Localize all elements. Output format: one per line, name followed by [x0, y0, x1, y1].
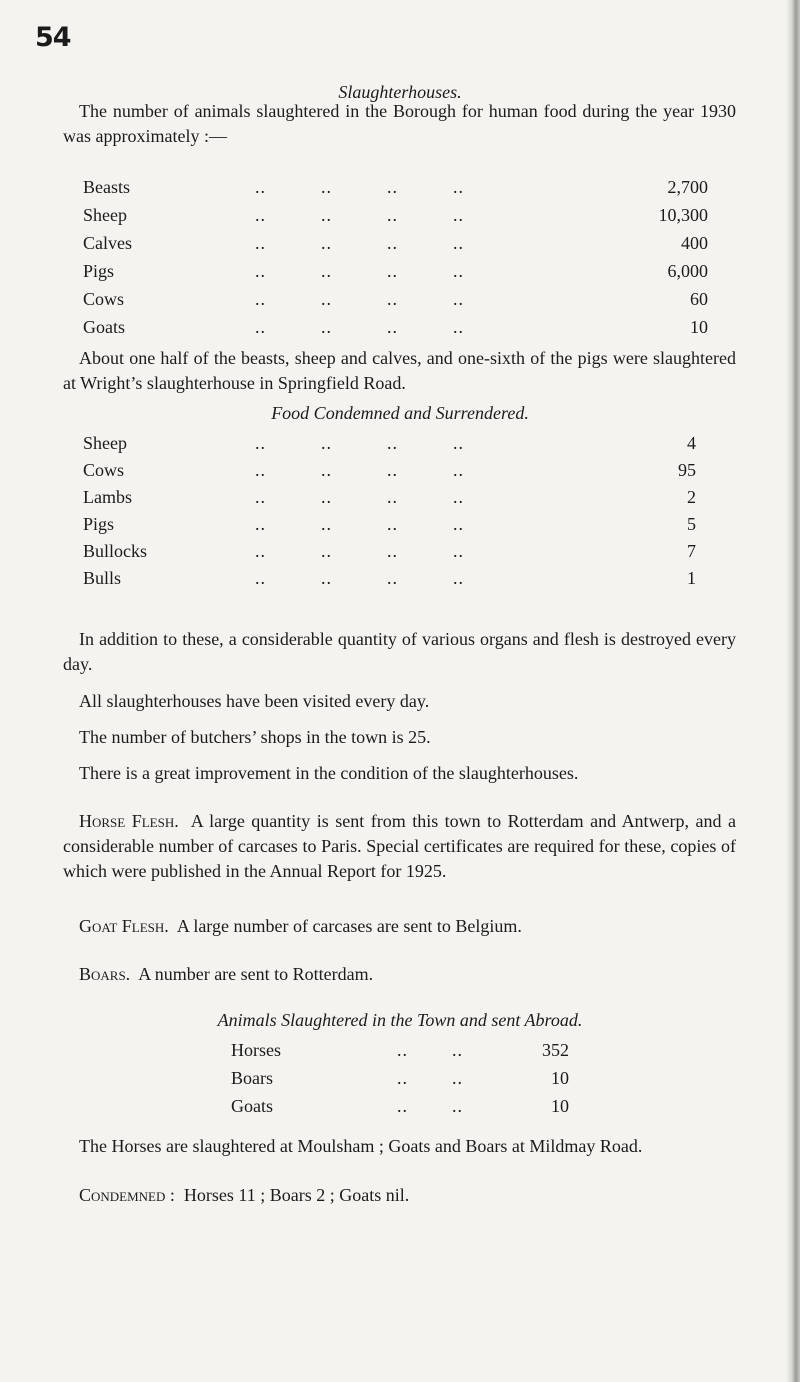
animal-label: Goats	[231, 1096, 273, 1116]
table-row	[83, 485, 696, 509]
animal-label: Bullocks	[83, 541, 148, 561]
condemned-line	[63, 1183, 736, 1208]
improvement-paragraph: There is a great improvement in the condition of the slaughterhouses.	[79, 763, 579, 783]
horse-flesh-text: A large quantity is sent from this town to Rotterdam and Antwerp, and a considerable number of carcases to Paris. Special certificates are required for these, copies of which were published in the Annual Report for 1925.	[63, 811, 736, 881]
animal-label: Calves	[83, 233, 132, 253]
leader-dots: .. .. .. ..	[255, 568, 464, 588]
animal-count: 5	[687, 514, 696, 534]
animal-label: Pigs	[83, 514, 115, 534]
leader-dots: .. .. .. ..	[255, 289, 464, 309]
animal-label: Bulls	[83, 568, 122, 588]
condemned-table-title: Food Condemned and Surrendered.	[271, 403, 529, 423]
animal-count: 2,700	[667, 177, 708, 197]
goat-flesh-label: Goat Flesh.	[79, 916, 169, 936]
boars-label: Boars.	[79, 964, 131, 984]
animal-label: Boars	[231, 1068, 273, 1088]
animal-count: 60	[690, 289, 708, 309]
table-row	[83, 259, 708, 283]
animal-label: Cows	[83, 460, 125, 480]
animal-count: 95	[678, 460, 696, 480]
animal-label: Lambs	[83, 487, 132, 507]
leader-dots: .. ..	[397, 1068, 463, 1088]
leader-dots: .. ..	[397, 1096, 463, 1116]
animal-count: 6,000	[667, 261, 708, 281]
goat-flesh-text: A large number of carcases are sent to Belgium.	[176, 916, 522, 936]
leader-dots: .. .. .. ..	[255, 177, 464, 197]
animal-count: 1	[687, 568, 696, 588]
table-row	[83, 203, 708, 227]
wright-slaughterhouse-paragraph: About one half of the beasts, sheep and calves, and one-sixth of the pigs were slaughtered at Wright’s slaughterhouse in Springfield Road.	[63, 348, 736, 393]
animal-count: 10	[551, 1068, 569, 1088]
animal-label: Goats	[83, 317, 125, 337]
leader-dots: .. .. .. ..	[255, 487, 464, 507]
animal-label: Pigs	[83, 261, 115, 281]
leader-dots: .. ..	[397, 1040, 463, 1060]
animal-label: Horses	[231, 1040, 281, 1060]
table-row	[83, 287, 708, 311]
leader-dots: .. .. .. ..	[255, 514, 464, 534]
horse-flesh-paragraph	[63, 809, 736, 884]
leader-dots: .. .. .. ..	[255, 541, 464, 561]
animal-count: 352	[542, 1040, 569, 1060]
butchers-paragraph: The number of butchers’ shops in the town is 25.	[79, 727, 431, 747]
leader-dots: .. .. .. ..	[255, 460, 464, 480]
table-row	[83, 512, 696, 536]
animal-count: 7	[687, 541, 696, 561]
leader-dots: .. .. .. ..	[255, 233, 464, 253]
goat-flesh-paragraph	[63, 914, 736, 939]
table-row	[83, 539, 696, 563]
table-row	[83, 315, 708, 339]
page-edge-shadow	[786, 0, 800, 1382]
animal-label: Beasts	[83, 177, 130, 197]
leader-dots: .. .. .. ..	[255, 205, 464, 225]
animal-count: 10,300	[658, 205, 708, 225]
visited-paragraph: All slaughterhouses have been visited every day.	[79, 691, 430, 711]
animal-label: Sheep	[83, 433, 127, 453]
intro-paragraph: The number of animals slaughtered in the Borough for human food during the year 1930 was approximately :—	[63, 101, 736, 146]
animal-count: 4	[687, 433, 696, 453]
table-row	[231, 1094, 569, 1118]
table-row	[83, 175, 708, 199]
section-title: Slaughterhouses.	[338, 82, 462, 102]
boars-paragraph	[63, 962, 736, 987]
page-number: 54	[35, 22, 71, 53]
table-row	[83, 566, 696, 590]
animal-label: Cows	[83, 289, 125, 309]
condemned-label: Condemned :	[79, 1185, 175, 1205]
abroad-table-title: Animals Slaughtered in the Town and sent Abroad.	[217, 1010, 583, 1030]
condemned-text: Horses 11 ; Boars 2 ; Goats nil.	[183, 1185, 410, 1205]
horse-flesh-label: Horse Flesh.	[79, 811, 179, 831]
table-row	[83, 231, 708, 255]
animal-count: 400	[681, 233, 708, 253]
organs-paragraph: In addition to these, a considerable quantity of various organs and flesh is destroyed every day.	[63, 629, 736, 674]
locations-paragraph: The Horses are slaughtered at Moulsham ; Goats and Boars at Mildmay Road.	[79, 1136, 643, 1156]
animal-count: 10	[690, 317, 708, 337]
table-row	[83, 431, 696, 455]
animal-label: Sheep	[83, 205, 127, 225]
table-row	[231, 1038, 569, 1062]
table-row	[83, 458, 696, 482]
leader-dots: .. .. .. ..	[255, 317, 464, 337]
leader-dots: .. .. .. ..	[255, 433, 464, 453]
animal-count: 2	[687, 487, 696, 507]
leader-dots: .. .. .. ..	[255, 261, 464, 281]
table-row	[231, 1066, 569, 1090]
animal-count: 10	[551, 1096, 569, 1116]
boars-text: A number are sent to Rotterdam.	[138, 964, 374, 984]
